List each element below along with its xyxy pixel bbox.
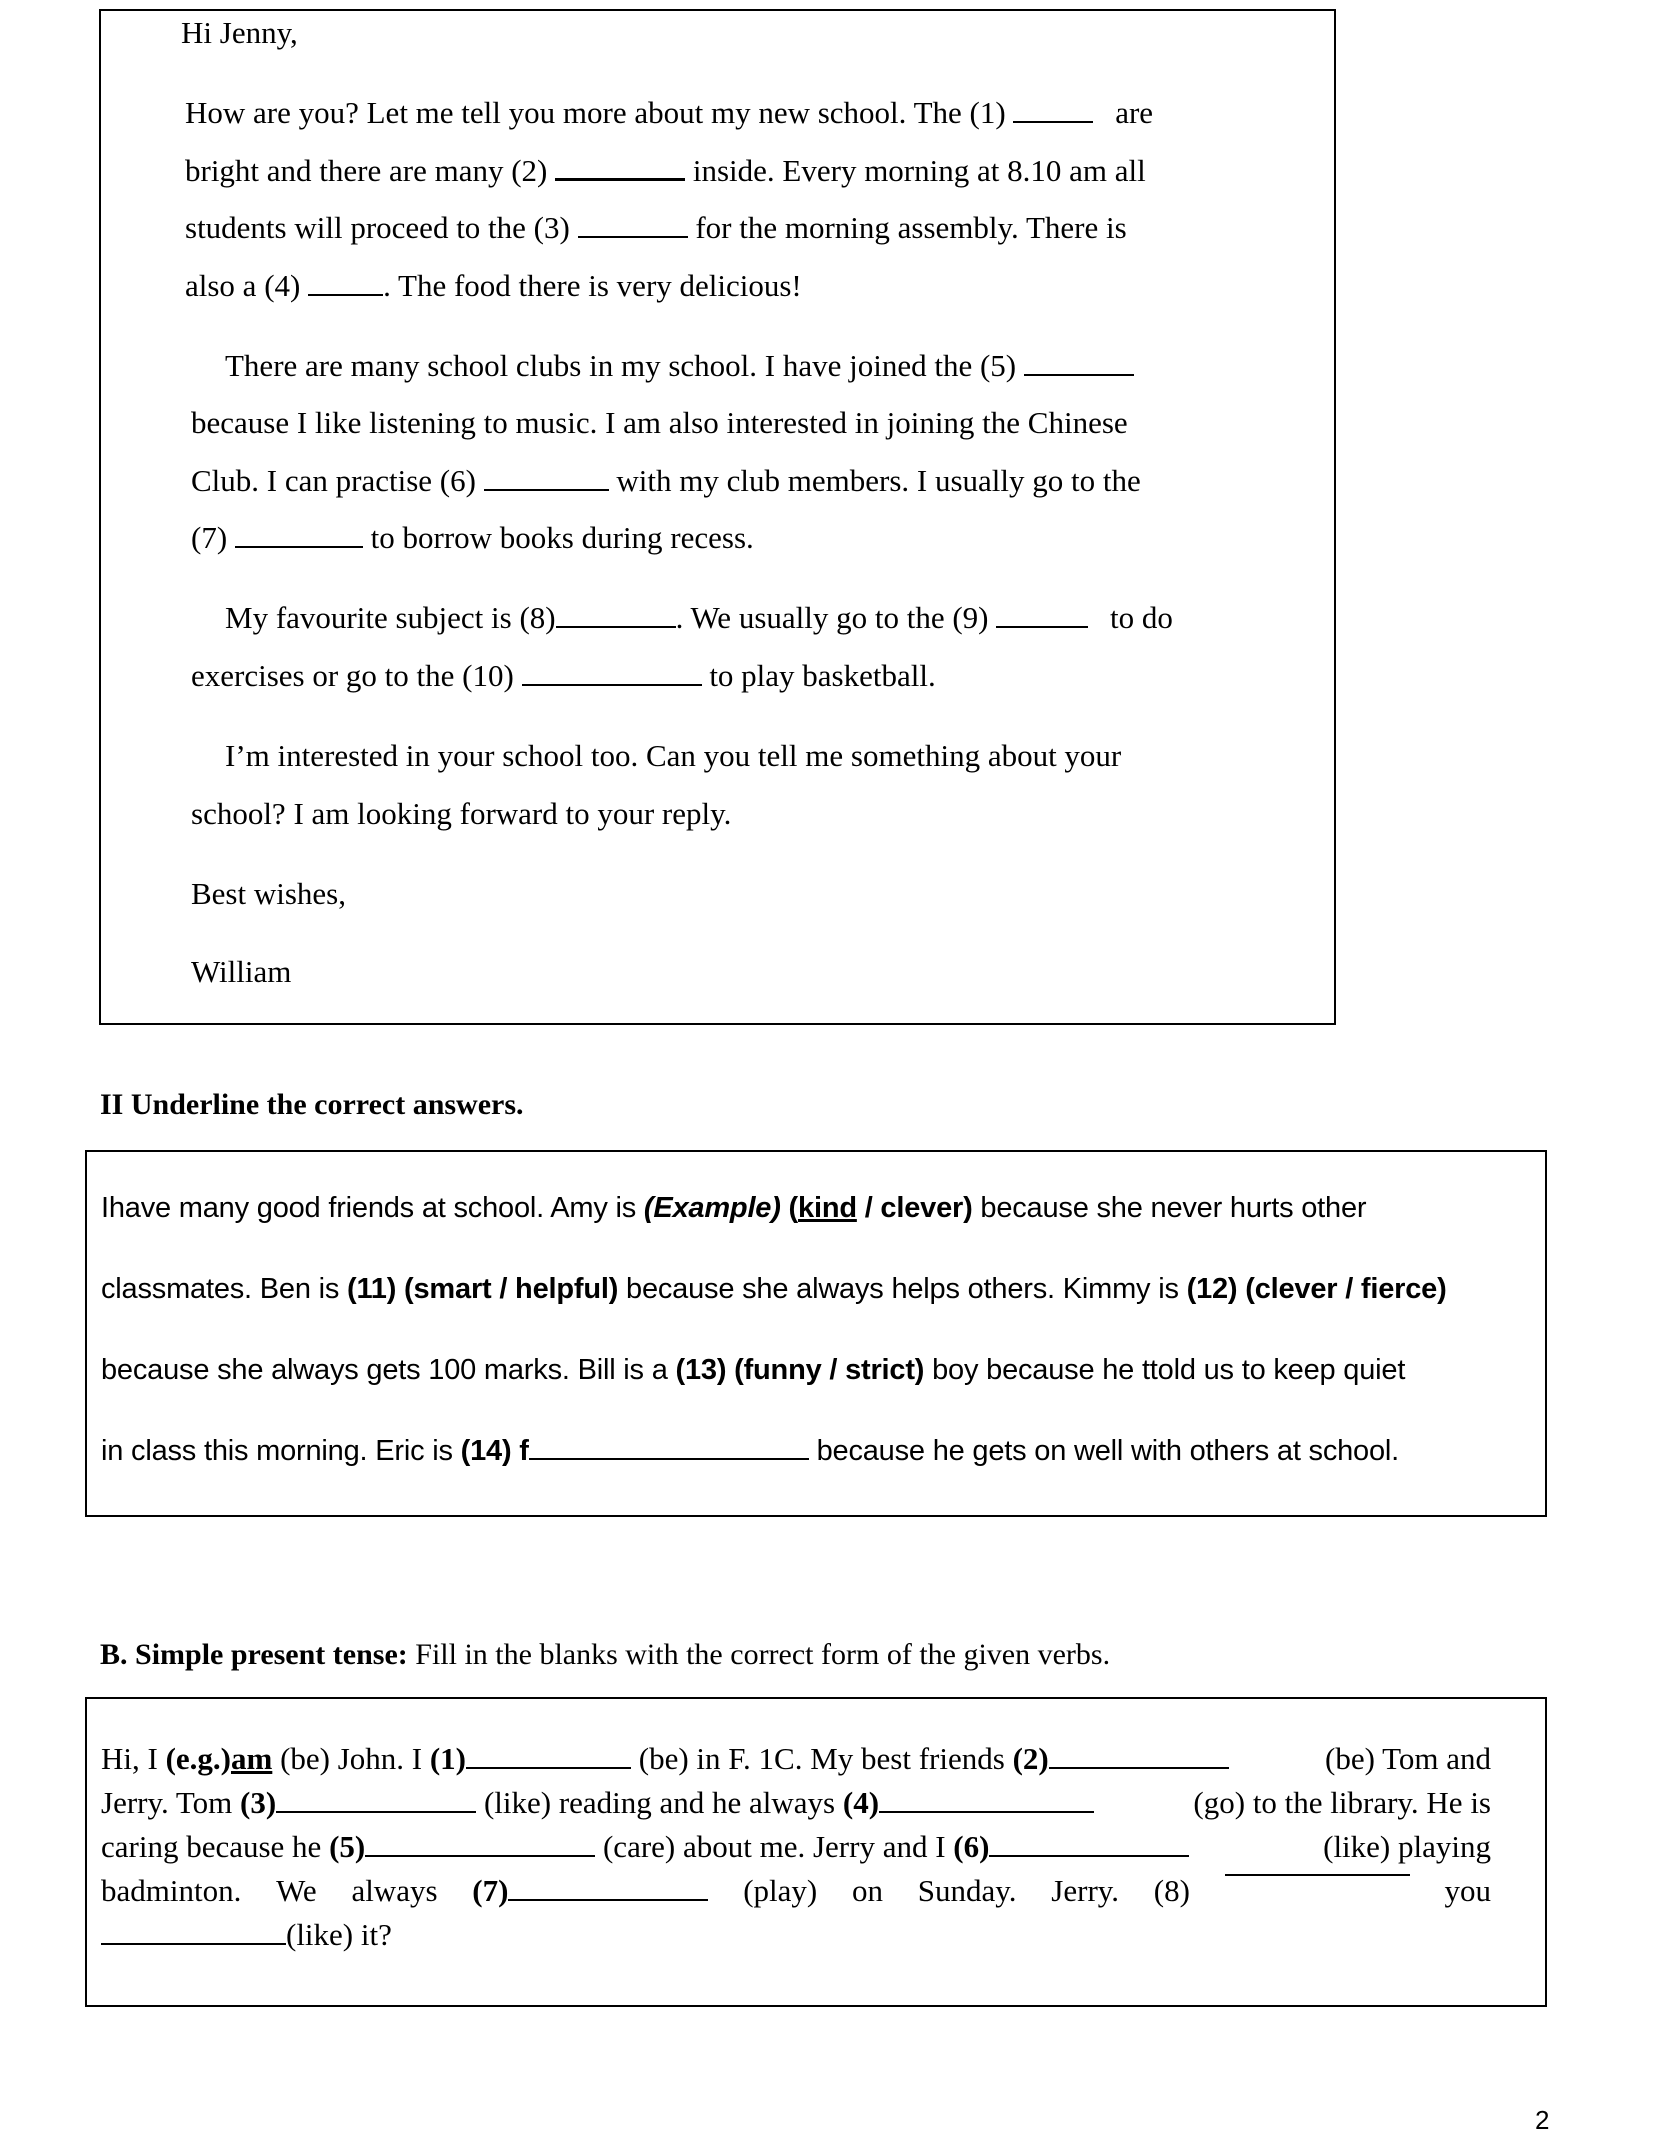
letter-line — [191, 658, 936, 694]
correct-answer-example: kind — [798, 1192, 857, 1224]
text: boy because he ttold us to keep quiet — [924, 1354, 1406, 1386]
blank-8[interactable] — [556, 625, 676, 628]
letter-line — [225, 348, 1134, 384]
text: to do — [1110, 600, 1173, 635]
letter-line — [185, 268, 802, 304]
text: badminton. — [101, 1873, 242, 1908]
text: There are many school clubs in my school. I have joined the (5) — [225, 348, 1017, 383]
blank-4[interactable] — [308, 293, 383, 296]
letter-line — [185, 210, 1127, 246]
verb-line — [101, 1829, 1491, 1865]
letter-box — [99, 9, 1336, 1025]
question-14-label: (14) f — [460, 1435, 529, 1467]
text: . The food there is very delicious! — [383, 268, 802, 303]
section-b-heading — [100, 1638, 1110, 1672]
text: students will proceed to the (3) — [185, 210, 570, 245]
text: always — [351, 1873, 438, 1908]
exercise-line — [101, 1354, 1405, 1387]
blank-5[interactable] — [1024, 373, 1134, 376]
text: (play) — [743, 1873, 818, 1908]
text: with my club members. I usually go to the — [616, 463, 1141, 498]
text: (8) — [1153, 1873, 1190, 1908]
text: to borrow books during recess. — [370, 520, 754, 555]
blank-b4[interactable] — [879, 1810, 1094, 1813]
text: (like) playing — [1323, 1829, 1491, 1864]
text: to play basketball. — [709, 658, 936, 693]
exercise-line — [101, 1192, 1366, 1225]
letter-line — [191, 520, 754, 556]
blank-b8a[interactable] — [1225, 1873, 1410, 1876]
letter-line: I’m interested in your school too. Can you tell me something about your — [225, 738, 1122, 773]
letter-line — [185, 95, 1153, 131]
text: you — [1444, 1873, 1491, 1908]
letter-line: school? I am looking forward to your reply. — [191, 796, 732, 831]
text: Sunday. — [917, 1873, 1017, 1908]
text: also a (4) — [185, 268, 301, 303]
text: inside. Every morning at 8.10 am all — [692, 153, 1146, 188]
text: in class this morning. Eric is — [101, 1435, 461, 1467]
blank-7[interactable] — [235, 545, 363, 548]
section-b-title: B. Simple present tense: — [100, 1638, 408, 1671]
text: bright and there are many (2) — [185, 153, 548, 188]
blank-b6[interactable] — [989, 1854, 1189, 1857]
example-label: (Example) (kind / clever) — [643, 1192, 973, 1224]
text: Jerry. — [1051, 1873, 1120, 1908]
text: Club. I can practise (6) — [191, 463, 476, 498]
exercise-line — [101, 1435, 1399, 1468]
text: for the morning assembly. There is — [695, 210, 1127, 245]
blank-b7[interactable] — [508, 1898, 708, 1901]
verb-line — [101, 1741, 1491, 1777]
text: Hi, I (e.g.)am (be) John. I (1) (be) in F. 1C. My best friends (2) — [101, 1741, 1229, 1777]
verb-exercise-box — [85, 1697, 1547, 2007]
verb-line — [101, 1917, 392, 1953]
letter-line — [185, 153, 1146, 189]
text: (7) — [191, 520, 228, 555]
letter-signature: William — [191, 954, 292, 989]
text: (be) Tom and — [1325, 1741, 1491, 1776]
text: (go) to the library. He is — [1193, 1785, 1491, 1820]
text: classmates. Ben is — [101, 1273, 348, 1305]
text: because she always helps others. Kimmy is — [618, 1273, 1187, 1305]
blank-1[interactable] — [1013, 120, 1093, 123]
text: We — [276, 1873, 317, 1908]
text: My favourite subject is (8) — [225, 600, 556, 635]
text: Ihave many good friends at school. Amy is — [101, 1192, 644, 1224]
section-2-heading: II Underline the correct answers. — [100, 1088, 524, 1121]
question-12-options[interactable]: (12) (clever / fierce) — [1186, 1273, 1447, 1305]
blank-2[interactable] — [555, 177, 685, 181]
text: exercises or go to the (10) — [191, 658, 514, 693]
text: because he gets on well with others at school. — [808, 1435, 1400, 1467]
section-b-instructions: Fill in the blanks with the correct form of the given verbs. — [407, 1638, 1111, 1671]
blank-10[interactable] — [522, 683, 702, 686]
blank-6[interactable] — [484, 488, 609, 491]
example-answer: am — [230, 1741, 273, 1776]
letter-line — [191, 463, 1141, 499]
verb-line — [101, 1785, 1491, 1821]
text: (like) it? — [286, 1917, 392, 1952]
blank-14[interactable] — [529, 1457, 809, 1460]
exercise-line — [101, 1273, 1447, 1306]
blank-b5[interactable] — [365, 1854, 595, 1857]
blank-b1[interactable] — [466, 1766, 631, 1769]
verb-line — [101, 1873, 1491, 1909]
page-number: 2 — [1535, 2105, 1550, 2135]
underline-exercise-box — [85, 1150, 1547, 1517]
text: (7) — [472, 1873, 708, 1909]
blank-3[interactable] — [578, 235, 688, 238]
text: . We usually go to the (9) — [675, 600, 989, 635]
blank-b8b[interactable] — [101, 1942, 286, 1945]
blank-9[interactable] — [996, 625, 1088, 628]
text: How are you? Let me tell you more about my new school. The (1) — [185, 95, 1006, 130]
text: because she never hurts other — [972, 1192, 1367, 1224]
text: caring because he (5) (care) about me. Jerry and I (6) — [101, 1829, 1189, 1865]
letter-greeting: Hi Jenny, — [181, 15, 298, 50]
letter-closing: Best wishes, — [191, 876, 346, 911]
letter-line: because I like listening to music. I am also interested in joining the Chinese — [191, 405, 1128, 440]
text: are — [1115, 95, 1154, 130]
text: because she always gets 100 marks. Bill is a — [101, 1354, 676, 1386]
text: on — [852, 1873, 884, 1908]
text: Jerry. Tom (3) (like) reading and he always (4) — [101, 1785, 1094, 1821]
letter-line — [225, 600, 1173, 636]
question-11-options[interactable]: (11) (smart / helpful) — [347, 1273, 619, 1305]
blank-b2[interactable] — [1049, 1766, 1229, 1769]
blank-b3[interactable] — [276, 1810, 476, 1813]
question-13-options[interactable]: (13) (funny / strict) — [675, 1354, 925, 1386]
